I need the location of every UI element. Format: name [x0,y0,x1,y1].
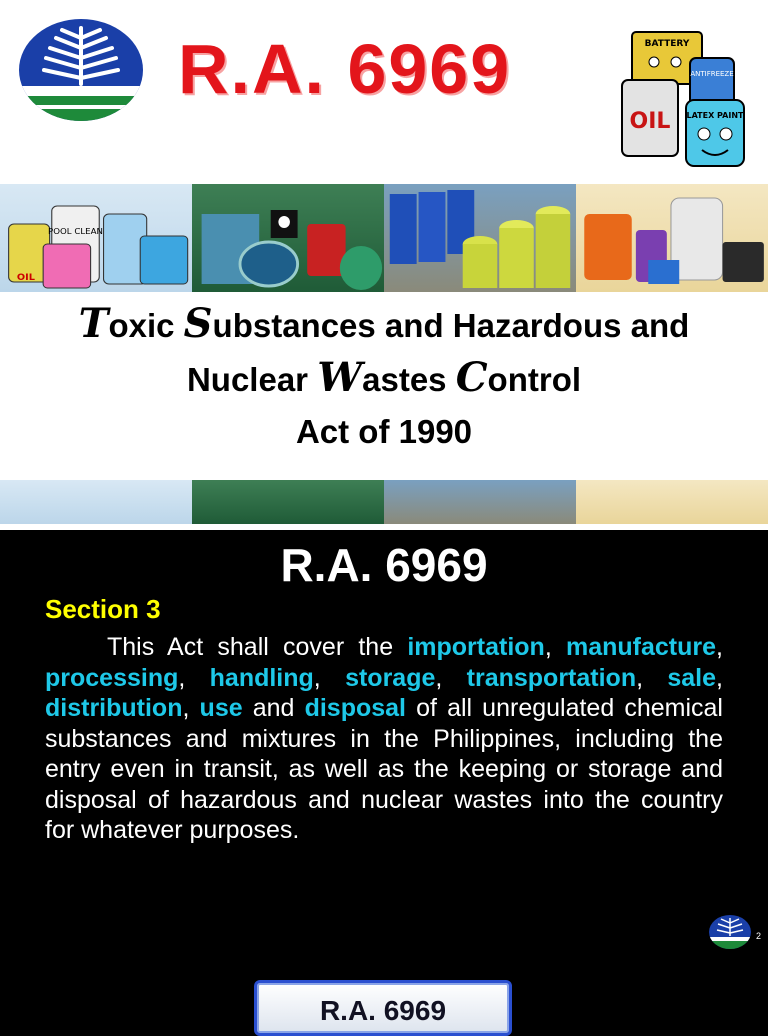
denr-logo-icon [18,18,144,122]
body-text-run: , [544,633,566,661]
badge-label: R.A. 6969 [319,995,447,1026]
highlighted-term: use [199,694,243,722]
chemical-drums-photo [384,184,576,292]
subtitle-word: astes [362,361,456,398]
oil-label: OIL [629,109,671,134]
highlighted-term: distribution [45,694,183,722]
body-text-run: and [242,694,305,722]
section-body-text [45,632,723,846]
highlighted-term: transportation [466,663,637,692]
antifreeze-label: ANTIFREEZE [690,70,734,78]
highlighted-term: handling [209,663,314,692]
highlighted-term: sale [667,663,717,692]
subtitle-word: Hazardous and [452,307,690,344]
latex-paint-label: LATEX PAINT [686,111,744,120]
decorative-capital: W [317,354,363,401]
body-text-run: , [435,663,467,692]
oil-can-label: OIL [16,272,35,283]
highlighted-term: manufacture [565,633,717,661]
body-text-run: , [313,663,346,692]
cartoon-chemicals-photo [0,184,192,292]
hazardous-containers-cartoon-icon [618,22,758,172]
household-chemicals-photo [576,184,768,292]
highlighted-term: storage [345,663,436,692]
body-text-run: , [716,663,723,692]
cartoon-chemicals-photo [0,480,192,524]
decorative-capital: T [78,300,109,347]
body-text-run: , [182,694,200,722]
body-text-run: , [636,663,668,692]
body-text-run: , [716,633,723,661]
slide-2 [0,530,768,1024]
battery-label: BATTERY [644,39,690,49]
subtitle-word: oxic [108,307,184,344]
ra-6969-badge [254,980,512,1036]
act-full-name [0,298,768,458]
hazardous-materials-photo-strip-bottom [0,480,768,524]
denr-logo-small-icon [708,914,752,950]
pool-clean-label: POOL CLEAN [48,226,103,236]
page-number: 2 [756,931,762,941]
act-name-line-3: Act of 1990 [295,413,473,450]
body-text-run: of all unregulated chemical substances and mixtures in the Philippines, including the entry even in transit, as well as the keeping or storage and disposal of hazardous and nuclear wastes into the country for whatever purposes. [45,694,723,844]
toxic-chemicals-photo [192,184,384,292]
subtitle-word: Nuclear [186,361,318,398]
highlighted-term: processing [45,663,179,692]
subtitle-word: ubstances and [212,307,453,344]
highlighted-term: disposal [304,694,406,722]
act-name-line-2 [0,352,768,406]
decorative-capital: S [183,300,213,347]
hazardous-materials-photo-strip [0,184,768,292]
subtitle-word: ontrol [487,361,582,398]
act-name-line-1 [0,298,768,352]
section-heading: Section 3 [45,594,161,624]
toxic-chemicals-photo [192,480,384,524]
decorative-capital: C [455,354,488,401]
household-chemicals-photo [576,480,768,524]
slide-2-title: R.A. 6969 [280,539,488,591]
body-text-run: , [178,663,210,692]
highlighted-term: importation [407,633,545,661]
body-text-run: This Act shall cover the [107,633,408,661]
chemical-drums-photo [384,480,576,524]
page-title: R.A. 6969 [178,30,512,108]
